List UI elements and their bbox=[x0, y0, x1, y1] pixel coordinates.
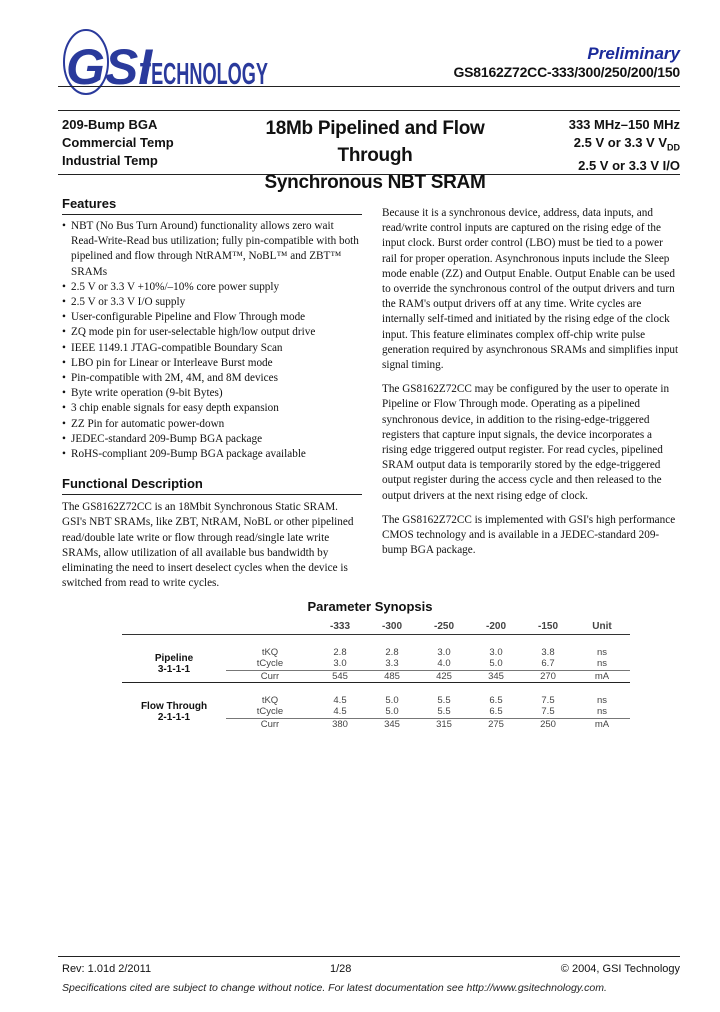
table-cell: 545 bbox=[314, 670, 366, 683]
table-cell: 3.0 bbox=[333, 658, 347, 669]
spec-vdd-sub: DD bbox=[667, 142, 680, 153]
page-number: 1/28 bbox=[330, 963, 352, 975]
header-rule bbox=[58, 86, 680, 87]
table-cell: 3.0 bbox=[437, 646, 451, 658]
description-paragraph: The GS8162Z72CC may be configured by the user to operate in Pipeline or Flow Through mode. Operating as a pipelined synchronous device, in addition to the rising-edge-triggered registers that capture input signals, the device incorporates a rising edge triggered output register. For read cycles, pipelined SRAM output data is temporarily stored by the edge-triggered output register during the access cycle and then released to the output drivers at the next rising edge of clock. bbox=[382, 383, 670, 502]
spec-vdd-text: 2.5 V or 3.3 V V bbox=[573, 135, 667, 150]
table-cell: 4.5 bbox=[333, 694, 347, 706]
table-row bbox=[122, 647, 630, 659]
features-heading: Features bbox=[62, 196, 117, 211]
feature-item: • LBO pin for Linear or Interleave Burst mode bbox=[62, 356, 362, 371]
table-cell: 6.7 bbox=[541, 658, 555, 669]
col-header: -200 bbox=[470, 620, 522, 635]
company-logo bbox=[62, 28, 272, 98]
table-cell: 2.8 bbox=[333, 646, 347, 658]
left-column bbox=[62, 196, 362, 591]
param-name: tCycle bbox=[256, 658, 284, 669]
table-cell: 7.5 bbox=[541, 694, 555, 706]
table-unit: ns bbox=[596, 706, 608, 717]
feature-item: • JEDEC-standard 209-Bump BGA package bbox=[62, 432, 362, 447]
document-title bbox=[230, 115, 520, 196]
revision: Rev: 1.01d 2/2011 bbox=[62, 963, 152, 975]
table-cell: 315 bbox=[418, 718, 470, 730]
right-column bbox=[382, 206, 680, 567]
param-synopsis-table bbox=[122, 620, 630, 730]
spec-vdd bbox=[569, 134, 680, 157]
group-timing: 3-1-1-1 bbox=[157, 664, 191, 676]
table-unit: ns bbox=[596, 646, 608, 658]
features-rule bbox=[62, 214, 362, 215]
table-unit: ns bbox=[596, 694, 608, 706]
table-cell: 5.0 bbox=[385, 706, 399, 717]
feature-item: • ZZ Pin for automatic power-down bbox=[62, 417, 362, 432]
logo-text: GSI bbox=[66, 39, 153, 95]
table-header-row bbox=[122, 620, 630, 635]
feature-item: • IEEE 1149.1 JTAG-compatible Boundary Scan bbox=[62, 341, 362, 356]
table-cell: 3.8 bbox=[541, 646, 555, 658]
col-header: -300 bbox=[366, 620, 418, 635]
feature-item: • Byte write operation (9-bit Bytes) bbox=[62, 386, 362, 401]
feature-item: • 2.5 V or 3.3 V I/O supply bbox=[62, 295, 362, 310]
table-unit: mA bbox=[574, 670, 630, 683]
param-name: tCycle bbox=[256, 706, 284, 717]
table-cell: 345 bbox=[366, 718, 418, 730]
table-cell: 6.5 bbox=[489, 694, 503, 706]
group-label bbox=[122, 647, 226, 683]
title-rule bbox=[58, 174, 680, 175]
param-name: Curr bbox=[226, 718, 314, 730]
group-label bbox=[122, 695, 226, 731]
table-cell: 270 bbox=[522, 670, 574, 683]
package-type: 209-Bump BGA bbox=[62, 117, 158, 132]
footer-rule bbox=[58, 956, 680, 957]
table-cell: 4.0 bbox=[437, 658, 451, 669]
temp-commercial: Commercial Temp bbox=[62, 135, 174, 150]
col-header: -150 bbox=[522, 620, 574, 635]
table-cell: 250 bbox=[522, 718, 574, 730]
header-rule-2 bbox=[58, 110, 680, 111]
table-cell: 425 bbox=[418, 670, 470, 683]
table-cell: 5.0 bbox=[489, 658, 503, 669]
status-label: Preliminary bbox=[587, 44, 680, 63]
feature-item: • RoHS-compliant 209-Bump BGA package available bbox=[62, 447, 362, 462]
table-row bbox=[122, 695, 630, 707]
param-name: Curr bbox=[226, 670, 314, 683]
col-header: -333 bbox=[314, 620, 366, 635]
feature-item: • User-configurable Pipeline and Flow Through mode bbox=[62, 310, 362, 325]
table-cell: 4.5 bbox=[333, 706, 347, 717]
disclaimer: Specifications cited are subject to change without notice. For latest documentation see http://www.gsitechnology.com. bbox=[62, 982, 607, 994]
table-cell: 7.5 bbox=[541, 706, 555, 717]
functional-heading: Functional Description bbox=[62, 476, 203, 492]
description-paragraph: The GS8162Z72CC is implemented with GSI's high performance CMOS technology and is available in a JEDEC-standard 209-bump BGA package. bbox=[382, 513, 676, 557]
table-cell: 380 bbox=[314, 718, 366, 730]
table-cell: 3.3 bbox=[385, 658, 399, 669]
functional-description: The GS8162Z72CC is an 18Mbit Synchronous Static SRAM. GSI's NBT SRAMs, like ZBT, NtRAM, NoBL or other pipelined read/double late write or flow through read/single late write SRAMs, allow utilization of all available bus bandwidth by eliminating the need to insert deselect cycles when the device is switched from read to write cycles. bbox=[62, 501, 354, 590]
feature-item: • 2.5 V or 3.3 V +10%/–10% core power supply bbox=[62, 280, 362, 295]
title-line-1: 18Mb Pipelined and Flow Through bbox=[265, 118, 485, 166]
spec-vio: 2.5 V or 3.3 V I/O bbox=[578, 157, 680, 173]
feature-item: • Pin-compatible with 2M, 4M, and 8M devices bbox=[62, 371, 362, 386]
spec-frequency: 333 MHz–150 MHz bbox=[568, 117, 680, 132]
group-timing: 2-1-1-1 bbox=[157, 712, 191, 724]
copyright: © 2004, GSI Technology bbox=[560, 963, 680, 975]
spec-summary bbox=[569, 116, 680, 175]
table-cell: 5.5 bbox=[437, 694, 451, 706]
feature-item: • ZQ mode pin for user-selectable high/low output drive bbox=[62, 325, 362, 340]
table-cell: 5.0 bbox=[385, 694, 399, 706]
feature-item: • NBT (No Bus Turn Around) functionality allows zero wait Read-Write-Read bus utilization; fully pin-compatible with both pipelined and flow through NtRAM™, NoBL™ and ZBT™ SRAMs bbox=[62, 219, 362, 280]
title-line-2: Synchronous NBT SRAM bbox=[264, 172, 486, 193]
param-synopsis-title: Parameter Synopsis bbox=[307, 599, 433, 614]
table-cell: 485 bbox=[366, 670, 418, 683]
group-name: Pipeline bbox=[154, 652, 194, 664]
logo-text-technology: TECHNOLOGY bbox=[140, 56, 269, 91]
table-unit: mA bbox=[574, 718, 630, 730]
table-cell: 3.0 bbox=[489, 646, 503, 658]
table-cell: 275 bbox=[470, 718, 522, 730]
table-unit: ns bbox=[596, 658, 608, 669]
param-name: tKQ bbox=[261, 646, 279, 658]
table-cell: 6.5 bbox=[489, 706, 503, 717]
param-name: tKQ bbox=[261, 694, 279, 706]
part-number: GS8162Z72CC-333/300/250/200/150 bbox=[453, 64, 680, 80]
functional-rule bbox=[62, 494, 362, 495]
features-list bbox=[62, 219, 362, 462]
col-header: Unit bbox=[574, 620, 630, 635]
package-info bbox=[62, 116, 174, 170]
col-header: -250 bbox=[418, 620, 470, 635]
table-cell: 345 bbox=[470, 670, 522, 683]
table-cell: 5.5 bbox=[437, 706, 451, 717]
description-paragraph: Because it is a synchronous device, address, data inputs, and read/write control inputs are captured on the rising edge of the input clock. Burst order control (LBO) must be tied to a power rail for proper operation. Asynchronous inputs include the Sleep mode enable (ZZ) and Output Enable. Output Enable can be used to override the synchronous control of the output drivers and turn the RAM's output drivers off at any time. Write cycles are internally self-timed and initiated by the rising edge of the clock input. This feature eliminates complex off-chip write pulse generation required by asynchronous SRAMs and simplifies input signal timing. bbox=[382, 207, 679, 372]
table-cell: 2.8 bbox=[385, 646, 399, 658]
group-name: Flow Through bbox=[140, 700, 208, 712]
feature-item: • 3 chip enable signals for easy depth expansion bbox=[62, 401, 362, 416]
temp-industrial: Industrial Temp bbox=[62, 153, 158, 168]
